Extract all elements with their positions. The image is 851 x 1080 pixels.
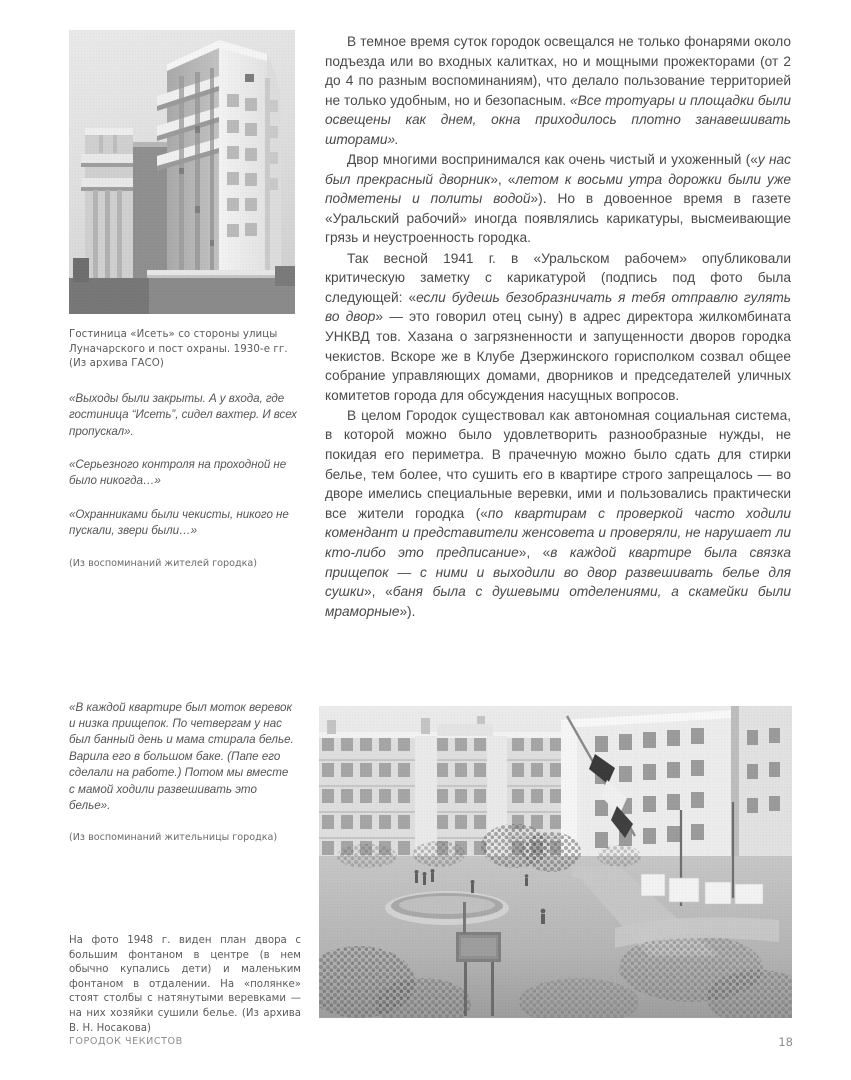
main-text-column	[325, 32, 791, 622]
footer-page-number: 18	[778, 1035, 793, 1049]
paragraph-autonomous-system: В целом Городок существовал как автономная социальная система, в которой можно было удовлетворить разнообразные нужды, не покидая его периметра. В прачечную можно было сдать для стирки белье, тем более, что сушить его в квартире строго запрещалось — во дворе имелись специальные веревки, ими и пользовались практически все жители городка («по квартирам с проверкой часто ходили комендант и представители женсовета и проверяли, не нарушает ли кто-либо это предписание», «в каждой квартире была связка прищепок — с ними и выходили во двор развешивать белье для сушки», «баня была с душевыми отделениями, а скамейки были мраморные»).	[325, 407, 791, 619]
column-spacer	[69, 570, 297, 700]
quote-guards-were-chekists: «Охранниками были чекисты, никого не пускали, звери были…»	[69, 507, 289, 538]
quote-source-resident-woman: (Из воспоминаний жительницы городка)	[69, 832, 278, 844]
quote-clothesline-memory: «В каждой квартире был моток веревок и низка прищепок. По четвергам у нас был банный день и мама стирала белье. Варила его в большом баке. (Папе его сделали на работе.) Потом мы вместе с мамой ходили развешивать это белье».	[69, 700, 294, 813]
paragraph-lighting: В темное время суток городок освещался не только фонарями около подъезда или во входных калитках, но и мощными прожекторами (от 2 до 4 по разным воспоминаниям), что делало пользование территорией не только удобным, но и безопасным. «Все тротуары и площадки были освещены как днем, окна приходилось плотно занавешивать шторами».	[325, 34, 791, 147]
photo-courtyard-1948	[319, 706, 792, 1018]
photo-hotel-iset-caption: Гостиница «Исеть» со стороны улицы Луначарского и пост охраны. 1930-е гг. (Из архива ГАСО)	[69, 329, 288, 370]
footer-book-title: ГОРОДОК ЧЕКИСТОВ	[69, 1036, 183, 1047]
quote-source-residents: (Из воспоминаний жителей городка)	[69, 557, 258, 569]
paragraph-1941-caricature: Так весной 1941 г. в «Уральском рабочем» опубликовали критическую заметку с карикатурой (подпись под фото была следующей: «если будешь безобразничать я тебя отправлю гулять во двор» — это говорил отец сыну) в адрес директора жилкомбината УНКВД тов. Хазана о загрязненности и запущенности дворов городка чекистов. Вскоре же в Клубе Дзержинского горисполком созвал общее собрание управляющих домами, дворников и председателей уличных комитетов города для обсуждения насущных вопросов.	[325, 250, 792, 403]
photo-hotel-iset	[69, 30, 295, 314]
paragraph-courtyard-cleanliness: Двор многими воспринимался как очень чистый и ухоженный («у нас был прекрасный дворник», «летом к восьми утра дорожки были уже подметены и политы водой»). Но в довоенное время в газете «Уральский рабочий» иногда появлялись карикатуры, высмеивающие грязь и неустроенность городка.	[325, 152, 791, 246]
left-sidebar-column	[69, 30, 297, 844]
quote-entrance-closed: «Выходы были закрыты. А у входа, где гостиница “Исеть”, сидел вахтер. И всех пропускал».	[69, 391, 297, 438]
quote-no-serious-control: «Серьезного контроля на проходной не было никогда…»	[69, 458, 287, 488]
page-footer	[0, 1036, 851, 1056]
photo-courtyard-caption: На фото 1948 г. виден план двора с большим фонтаном в центре (в нем обычно купались дети) и маленьким фонтаном в отдалении. На «полянке» стоят столбы с натянутыми веревками — на них хозяйки сушили белье. (Из архива В. Н. Носакова)	[69, 935, 301, 1034]
